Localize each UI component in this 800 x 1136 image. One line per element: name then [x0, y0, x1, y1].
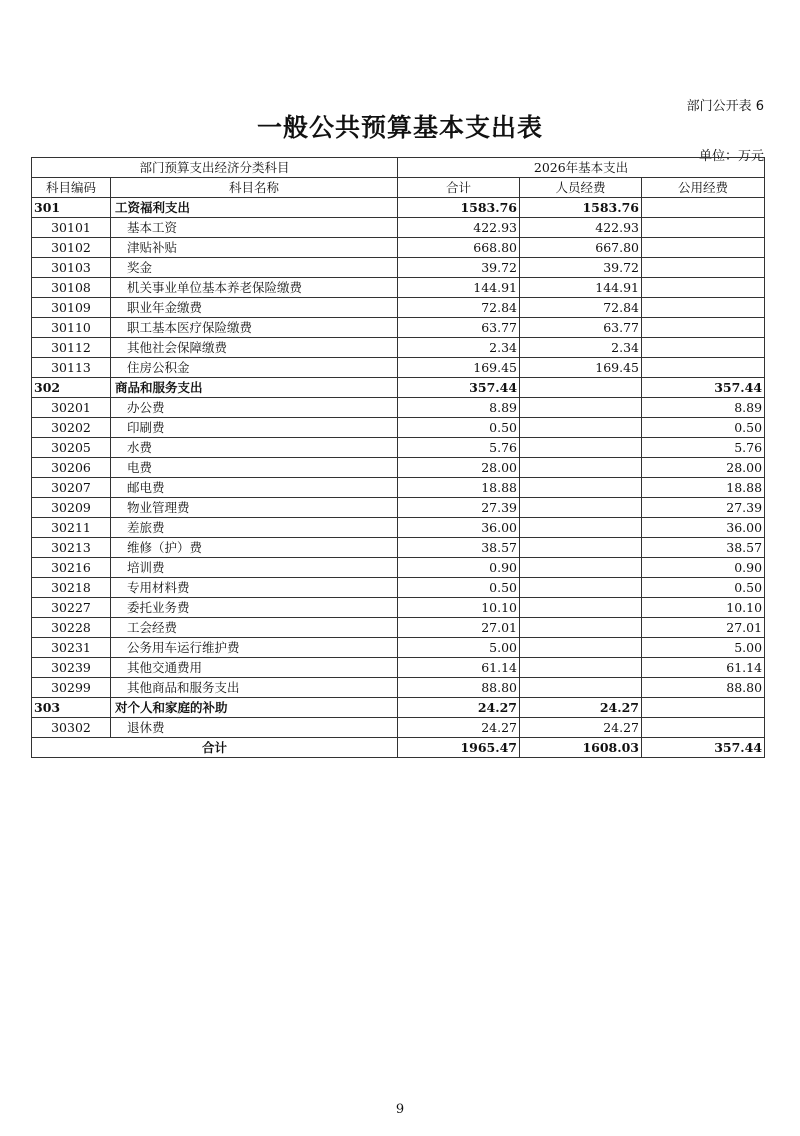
subject-code-cell: 30216 [32, 558, 111, 578]
personnel-cell: 63.77 [520, 318, 642, 338]
header-row-group [32, 158, 765, 178]
subject-code-cell: 30211 [32, 518, 111, 538]
subject-code-cell: 30113 [32, 358, 111, 378]
total-cell: 1583.76 [398, 198, 520, 218]
subject-code-cell: 30206 [32, 458, 111, 478]
public-cell [642, 698, 765, 718]
public-total-cell: 357.44 [642, 738, 765, 758]
total-cell: 10.10 [398, 598, 520, 618]
subject-code-cell: 302 [32, 378, 111, 398]
subject-name-cell: 差旅费 [111, 518, 398, 538]
subject-name-cell: 基本工资 [111, 218, 398, 238]
table-row [32, 558, 765, 578]
subject-name-cell: 奖金 [111, 258, 398, 278]
table-row [32, 538, 765, 558]
public-cell: 38.57 [642, 538, 765, 558]
subject-code-cell: 30112 [32, 338, 111, 358]
public-cell: 8.89 [642, 398, 765, 418]
public-cell [642, 238, 765, 258]
total-cell: 18.88 [398, 478, 520, 498]
subject-name-cell: 商品和服务支出 [111, 378, 398, 398]
subject-code-cell: 30101 [32, 218, 111, 238]
total-cell: 72.84 [398, 298, 520, 318]
personnel-cell [520, 458, 642, 478]
total-row [32, 738, 765, 758]
total-cell: 61.14 [398, 658, 520, 678]
total-cell: 5.76 [398, 438, 520, 458]
public-cell: 36.00 [642, 518, 765, 538]
personnel-cell [520, 638, 642, 658]
subject-code-cell: 30205 [32, 438, 111, 458]
header-subject-code: 科目编码 [32, 178, 111, 198]
total-label-cell: 合计 [32, 738, 398, 758]
public-cell [642, 318, 765, 338]
personnel-cell [520, 538, 642, 558]
total-cell: 38.57 [398, 538, 520, 558]
subject-code-cell: 30231 [32, 638, 111, 658]
personnel-cell: 1583.76 [520, 198, 642, 218]
subject-code-cell: 30228 [32, 618, 111, 638]
subject-name-cell: 住房公积金 [111, 358, 398, 378]
public-cell: 5.00 [642, 638, 765, 658]
subject-code-cell: 30110 [32, 318, 111, 338]
personnel-cell: 144.91 [520, 278, 642, 298]
subject-name-cell: 专用材料费 [111, 578, 398, 598]
public-cell: 18.88 [642, 478, 765, 498]
public-cell [642, 718, 765, 738]
total-cell: 24.27 [398, 718, 520, 738]
subject-name-cell: 退休费 [111, 718, 398, 738]
table-row [32, 438, 765, 458]
public-cell: 0.50 [642, 418, 765, 438]
public-cell: 27.01 [642, 618, 765, 638]
total-cell: 63.77 [398, 318, 520, 338]
personnel-cell: 2.34 [520, 338, 642, 358]
subject-name-cell: 其他商品和服务支出 [111, 678, 398, 698]
subject-name-cell: 职工基本医疗保险缴费 [111, 318, 398, 338]
header-public: 公用经费 [642, 178, 765, 198]
subject-code-cell: 30109 [32, 298, 111, 318]
table-row [32, 598, 765, 618]
table-row [32, 278, 765, 298]
table-row [32, 258, 765, 278]
personnel-cell: 422.93 [520, 218, 642, 238]
subject-name-cell: 工会经费 [111, 618, 398, 638]
subject-code-cell: 30218 [32, 578, 111, 598]
public-cell: 88.80 [642, 678, 765, 698]
table-row [32, 498, 765, 518]
subject-name-cell: 物业管理费 [111, 498, 398, 518]
total-cell: 2.34 [398, 338, 520, 358]
total-cell: 0.90 [398, 558, 520, 578]
header-personnel: 人员经费 [520, 178, 642, 198]
table-row [32, 358, 765, 378]
personnel-cell: 24.27 [520, 718, 642, 738]
grand-total-cell: 1965.47 [398, 738, 520, 758]
subject-code-cell: 30108 [32, 278, 111, 298]
personnel-cell: 72.84 [520, 298, 642, 318]
total-cell: 88.80 [398, 678, 520, 698]
table-row [32, 618, 765, 638]
subject-code-cell: 30201 [32, 398, 111, 418]
subject-code-cell: 30213 [32, 538, 111, 558]
subject-name-cell: 邮电费 [111, 478, 398, 498]
subject-name-cell: 印刷费 [111, 418, 398, 438]
personnel-cell [520, 438, 642, 458]
table-row [32, 678, 765, 698]
public-cell: 61.14 [642, 658, 765, 678]
total-cell: 36.00 [398, 518, 520, 538]
subject-code-cell: 30299 [32, 678, 111, 698]
public-cell: 10.10 [642, 598, 765, 618]
table-row [32, 478, 765, 498]
table-row [32, 318, 765, 338]
subject-name-cell: 津贴补贴 [111, 238, 398, 258]
subject-name-cell: 机关事业单位基本养老保险缴费 [111, 278, 398, 298]
subject-name-cell: 公务用车运行维护费 [111, 638, 398, 658]
personnel-cell: 39.72 [520, 258, 642, 278]
personnel-cell [520, 478, 642, 498]
total-cell: 0.50 [398, 578, 520, 598]
total-cell: 668.80 [398, 238, 520, 258]
table-row [32, 218, 765, 238]
subject-name-cell: 培训费 [111, 558, 398, 578]
table-row [32, 298, 765, 318]
subject-name-cell: 工资福利支出 [111, 198, 398, 218]
personnel-cell [520, 398, 642, 418]
subject-code-cell: 301 [32, 198, 111, 218]
table-row [32, 338, 765, 358]
subject-name-cell: 办公费 [111, 398, 398, 418]
public-cell [642, 278, 765, 298]
subject-code-cell: 30302 [32, 718, 111, 738]
table-row [32, 398, 765, 418]
subject-name-cell: 其他社会保障缴费 [111, 338, 398, 358]
total-cell: 27.01 [398, 618, 520, 638]
total-cell: 422.93 [398, 218, 520, 238]
personnel-cell [520, 598, 642, 618]
personnel-total-cell: 1608.03 [520, 738, 642, 758]
personnel-cell [520, 378, 642, 398]
total-cell: 144.91 [398, 278, 520, 298]
total-cell: 24.27 [398, 698, 520, 718]
category-row [32, 698, 765, 718]
public-cell: 28.00 [642, 458, 765, 478]
total-cell: 0.50 [398, 418, 520, 438]
public-cell [642, 258, 765, 278]
header-total: 合计 [398, 178, 520, 198]
unit-label: 单位：万元 [698, 149, 764, 164]
subject-name-cell: 委托业务费 [111, 598, 398, 618]
category-row [32, 378, 765, 398]
subject-code-cell: 30207 [32, 478, 111, 498]
total-cell: 39.72 [398, 258, 520, 278]
subject-code-cell: 303 [32, 698, 111, 718]
budget-table-body [32, 158, 765, 758]
subject-name-cell: 职业年金缴费 [111, 298, 398, 318]
subject-code-cell: 30202 [32, 418, 111, 438]
table-row [32, 658, 765, 678]
public-cell: 0.50 [642, 578, 765, 598]
personnel-cell: 24.27 [520, 698, 642, 718]
budget-table [31, 157, 765, 758]
category-row [32, 198, 765, 218]
personnel-cell [520, 418, 642, 438]
table-row [32, 718, 765, 738]
personnel-cell: 169.45 [520, 358, 642, 378]
public-cell: 5.76 [642, 438, 765, 458]
total-cell: 5.00 [398, 638, 520, 658]
public-cell [642, 358, 765, 378]
header-basic-expenditure-2026: 2026年基本支出 [398, 158, 765, 178]
header-row-columns [32, 178, 765, 198]
table-row [32, 638, 765, 658]
personnel-cell [520, 678, 642, 698]
public-cell [642, 338, 765, 358]
subject-code-cell: 30227 [32, 598, 111, 618]
total-cell: 357.44 [398, 378, 520, 398]
personnel-cell [520, 618, 642, 638]
page-number: 9 [395, 1102, 405, 1117]
public-cell: 0.90 [642, 558, 765, 578]
public-cell [642, 298, 765, 318]
table-row [32, 578, 765, 598]
public-cell: 357.44 [642, 378, 765, 398]
public-cell: 27.39 [642, 498, 765, 518]
personnel-cell [520, 578, 642, 598]
personnel-cell: 667.80 [520, 238, 642, 258]
subject-name-cell: 水费 [111, 438, 398, 458]
table-number: 部门公开表 6 [686, 99, 764, 114]
table-row [32, 418, 765, 438]
table-row [32, 458, 765, 478]
total-cell: 169.45 [398, 358, 520, 378]
subject-name-cell: 电费 [111, 458, 398, 478]
table-row [32, 238, 765, 258]
header-economic-classification: 部门预算支出经济分类科目 [32, 158, 398, 178]
total-cell: 27.39 [398, 498, 520, 518]
public-cell [642, 198, 765, 218]
public-cell [642, 218, 765, 238]
personnel-cell [520, 658, 642, 678]
page-title: 一般公共预算基本支出表 [256, 113, 543, 142]
table-row [32, 518, 765, 538]
personnel-cell [520, 498, 642, 518]
personnel-cell [520, 558, 642, 578]
subject-name-cell: 对个人和家庭的补助 [111, 698, 398, 718]
subject-code-cell: 30209 [32, 498, 111, 518]
subject-name-cell: 维修（护）费 [111, 538, 398, 558]
subject-code-cell: 30239 [32, 658, 111, 678]
subject-name-cell: 其他交通费用 [111, 658, 398, 678]
personnel-cell [520, 518, 642, 538]
subject-code-cell: 30102 [32, 238, 111, 258]
header-subject-name: 科目名称 [111, 178, 398, 198]
subject-code-cell: 30103 [32, 258, 111, 278]
total-cell: 8.89 [398, 398, 520, 418]
total-cell: 28.00 [398, 458, 520, 478]
